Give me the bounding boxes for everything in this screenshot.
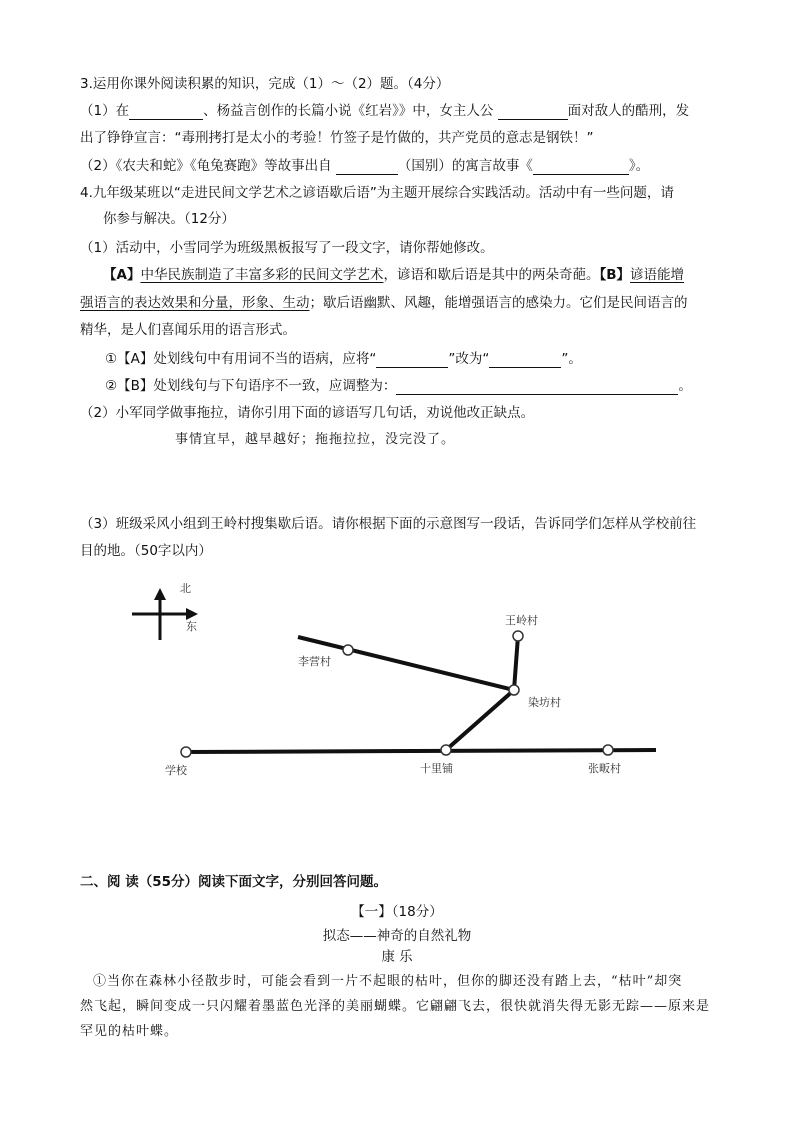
q3-part2: [80, 157, 649, 175]
qb-text-b: 。: [678, 378, 692, 394]
q3-p1-text-c: 面对敌人的酷刑，发: [567, 103, 690, 119]
school-label: 学校: [165, 764, 187, 777]
sentence-a-underlined: 中华民族制造了丰富多彩的民间文学艺术: [140, 267, 384, 283]
article-author: 康 乐: [381, 949, 413, 965]
q3-part1-line2: 出了铮铮宣言：“毒刑拷打是太小的考验！竹签子是竹做的，共产党员的意志是钢铁！”: [80, 130, 594, 146]
liying-label: 李营村: [298, 655, 331, 668]
q3-p2-text-b: （国别）的寓言故事《: [397, 158, 533, 174]
author-blank[interactable]: [129, 105, 203, 120]
q4-title-line2: 你参与解决。（12分）: [103, 211, 235, 227]
q3-p1-text-a: （1）在: [80, 103, 130, 119]
reorder-blank[interactable]: [396, 380, 678, 395]
qa-text-a: ①【A】处划线句中有用词不当的语病，应将“: [105, 351, 377, 367]
q4-question-a: [105, 350, 582, 368]
q4-sub2: （2）小军同学做事拖拉，请你引用下面的谚语写几句话，劝说他改正缺点。: [80, 405, 535, 421]
part-label: 【一】（18分）: [351, 904, 443, 920]
country-blank[interactable]: [336, 160, 398, 175]
q4-title-line1: 4.九年级某班以“走进民间文学艺术之谚语歇后语”为主题开展综合实践活动。活动中有一些问题，请: [80, 185, 674, 201]
q4-sub1-intro: （1）活动中，小雪同学为班级黑板报写了一段文字，请你帮她修改。: [80, 240, 494, 256]
road-to-ranfang: [446, 690, 514, 750]
zhangfan-marker: [603, 745, 613, 755]
para1-line2: 然飞起，瞬间变成一只闪耀着墨蓝色光泽的美丽蝴蝶。它翩翩飞去，很快就消失得无影无踪——原来是: [80, 999, 711, 1014]
q4-sub3-line1: （3）班级采风小组到王岭村搜集歇后语。请你根据下面的示意图写一段话，告诉同学们怎样从学校前往: [80, 516, 697, 532]
heroine-blank[interactable]: [498, 105, 568, 120]
main-road: [186, 750, 656, 752]
ranfang-label: 染坊村: [528, 696, 561, 709]
qb-text-a: ②【B】处划线句与下句语序不一致，应调整为：: [105, 378, 397, 394]
mark-b: 【B】: [599, 267, 630, 283]
q4-paragraph-line3: 精华，是人们喜闻乐用的语言形式。: [80, 322, 296, 338]
compass-east-label: 东: [186, 620, 197, 633]
qa-text-c: ”。: [561, 351, 582, 367]
sentence-b-underlined-part2: 强语言的表达效果和分量，形象、生动: [80, 295, 310, 311]
q3-p2-text-c: 》。: [628, 158, 650, 174]
wrong-word-blank[interactable]: [376, 353, 448, 368]
after-b: ；歇后语幽默、风趣，能增强语言的感染力。它们是民间语言的: [309, 295, 688, 311]
para1-line3: 罕见的枯叶蝶。: [80, 1024, 179, 1039]
q3-part1-line1: [80, 102, 689, 120]
shilipu-label: 十里铺: [420, 762, 453, 775]
road-to-wangling: [514, 636, 518, 690]
zhangfan-label: 张畈村: [588, 762, 621, 775]
article-title: 拟态——神奇的自然礼物: [322, 928, 472, 944]
q3-p2-text-a: （2）《农夫和蛇》《龟兔赛跑》等故事出自: [80, 158, 336, 174]
compass-north-label: 北: [180, 582, 191, 595]
section2-heading: 二、阅 读（55分）阅读下面文字，分别回答问题。: [80, 874, 387, 890]
q3-p1-text-b: 、杨益言创作的长篇小说《红岩》》中，女主人公: [203, 103, 498, 119]
qa-text-b: ”改为“: [448, 351, 490, 367]
q3-title: 3.运用你课外阅读积累的知识，完成（1）～（2）题。（4分）: [80, 76, 450, 92]
liying-marker: [343, 645, 353, 655]
q4-sub3-line2: 目的地。（50字以内）: [80, 543, 212, 559]
ranfang-marker: [509, 685, 519, 695]
after-a: ，谚语和歇后语是其中的两朵奇葩。: [383, 267, 600, 283]
compass: [132, 582, 198, 640]
mark-a: 【A】: [103, 267, 141, 283]
sentence-b-underlined-part1: 谚语能增: [630, 267, 684, 283]
school-marker: [181, 747, 191, 757]
roads: [186, 636, 656, 752]
correct-word-blank[interactable]: [489, 353, 561, 368]
wangling-marker: [513, 631, 523, 641]
wangling-label: 王岭村: [505, 614, 538, 627]
para1-line1: ①当你在森林小径散步时，可能会看到一片不起眼的枯叶，但你的脚还没有踏上去，“枯叶”却突: [93, 974, 683, 989]
fable-book-blank[interactable]: [533, 160, 629, 175]
q4-paragraph-line1: [103, 266, 684, 284]
places: [181, 631, 613, 757]
shilipu-marker: [441, 745, 451, 755]
q4-question-b: [105, 377, 692, 395]
route-map: [0, 570, 794, 790]
q4-paragraph-line2: [80, 294, 688, 312]
proverb: 事情宜早，越早越好；拖拖拉拉，没完没了。: [175, 432, 456, 447]
